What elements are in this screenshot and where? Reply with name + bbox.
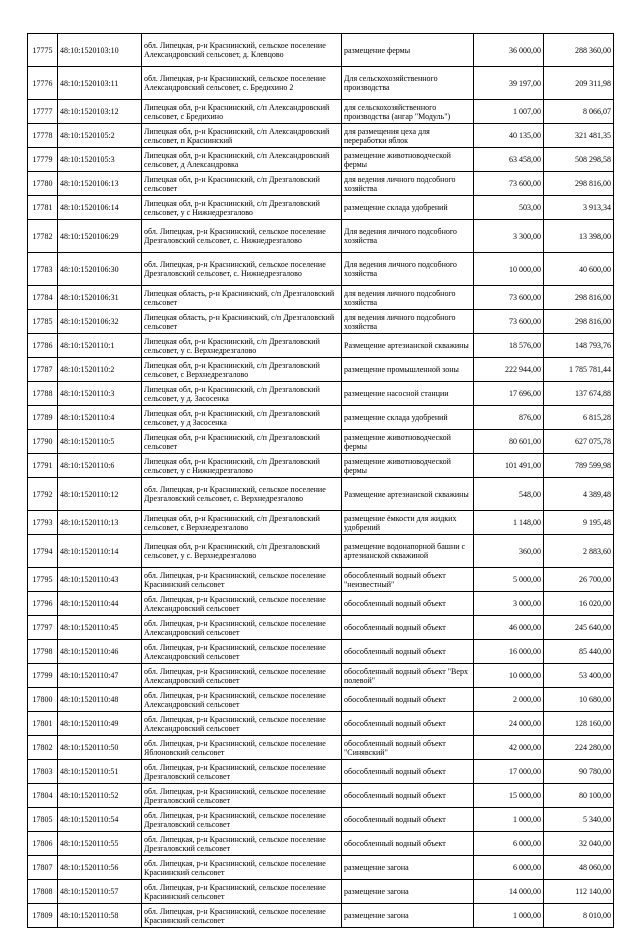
cadastral-number-cell: 48:10:1520110:2 [58,358,142,382]
row-number-cell: 17783 [28,253,58,286]
row-number-cell: 17791 [28,454,58,478]
table-row [28,736,614,760]
address-cell: Липецкая обл, р-н Краснинский, с/п Александровский сельсовет, с Бредихино [142,100,342,124]
area-cell: 63 458,00 [474,148,544,172]
address-cell: обл. Липецкая, р-н Краснинский, сельское поселение Дрезгаловский сельсовет [142,808,342,832]
row-number-cell: 17775 [28,34,58,67]
permitted-use-cell: размещение фермы [342,34,474,67]
permitted-use-cell: обособленный водный объект "Синявский" [342,736,474,760]
cadastral-value-cell: 8 066,07 [544,100,614,124]
row-number-cell: 17788 [28,382,58,406]
address-cell: обл. Липецкая, р-н Краснинский, сельское поселение Краснинский сельсовет [142,568,342,592]
cadastral-value-cell: 80 100,00 [544,784,614,808]
table-row [28,196,614,220]
cadastral-value-cell: 224 280,00 [544,736,614,760]
cadastral-value-cell: 298 816,00 [544,310,614,334]
area-cell: 24 000,00 [474,712,544,736]
cadastral-number-cell: 48:10:1520103:12 [58,100,142,124]
area-cell: 16 000,00 [474,640,544,664]
table-row [28,664,614,688]
cadastral-number-cell: 48:10:1520110:56 [58,856,142,880]
cadastral-value-cell: 85 440,00 [544,640,614,664]
row-number-cell: 17778 [28,124,58,148]
cadastral-number-cell: 48:10:1520106:13 [58,172,142,196]
address-cell: Липецкая обл, р-н Краснинский, с/п Дрезгаловский сельсовет, с Верхнедрезгалово [142,511,342,535]
cadastral-value-cell: 627 075,78 [544,430,614,454]
row-number-cell: 17795 [28,568,58,592]
table-row [28,808,614,832]
permitted-use-cell: Для сельскохозяйственного производства [342,67,474,100]
area-cell: 15 000,00 [474,784,544,808]
address-cell: Липецкая обл, р-н Краснинский, с/п Александровский сельсовет, д Александровка [142,148,342,172]
cadastral-value-cell: 53 400,00 [544,664,614,688]
permitted-use-cell: обособленный водный объект "неизвестный" [342,568,474,592]
address-cell: Липецкая обл, р-н Краснинский, с/п Дрезгаловский сельсовет, у с Нижнедрезгалово [142,196,342,220]
area-cell: 5 000,00 [474,568,544,592]
area-cell: 3 000,00 [474,592,544,616]
table-row [28,286,614,310]
address-cell: Липецкая обл, р-н Краснинский, с/п Дрезгаловский сельсовет, у с. Верхнедрезгалово [142,535,342,568]
row-number-cell: 17784 [28,286,58,310]
permitted-use-cell: размещение промышленной зоны [342,358,474,382]
cadastral-number-cell: 48:10:1520110:6 [58,454,142,478]
permitted-use-cell: Для ведения личного подсобного хозяйства [342,253,474,286]
row-number-cell: 17796 [28,592,58,616]
table-row [28,688,614,712]
area-cell: 548,00 [474,478,544,511]
area-cell: 1 007,00 [474,100,544,124]
row-number-cell: 17808 [28,880,58,904]
cadastral-value-cell: 2 883,60 [544,535,614,568]
cadastral-number-cell: 48:10:1520110:12 [58,478,142,511]
area-cell: 101 491,00 [474,454,544,478]
permitted-use-cell: Размещение артезианской скважины [342,334,474,358]
table-row [28,253,614,286]
cadastral-number-cell: 48:10:1520110:52 [58,784,142,808]
permitted-use-cell: размещение животноводческой фермы [342,148,474,172]
table-row [28,760,614,784]
table-row [28,616,614,640]
table-row [28,406,614,430]
cadastral-value-cell: 298 816,00 [544,172,614,196]
address-cell: обл. Липецкая, р-н Краснинский, сельское поселение Дрезгаловский сельсовет, с. Нижнедрезгалово [142,253,342,286]
permitted-use-cell: размещение склада удобрений [342,406,474,430]
cadastral-value-cell: 32 040,00 [544,832,614,856]
row-number-cell: 17776 [28,67,58,100]
area-cell: 36 000,00 [474,34,544,67]
area-cell: 73 600,00 [474,286,544,310]
table-row [28,148,614,172]
area-cell: 17 000,00 [474,760,544,784]
cadastral-value-cell: 13 398,00 [544,220,614,253]
cadastral-number-cell: 48:10:1520106:30 [58,253,142,286]
address-cell: обл. Липецкая, р-н Краснинский, сельское поселение Дрезгаловский сельсовет, с. Нижнедрезгалово [142,220,342,253]
address-cell: обл. Липецкая, р-н Краснинский, сельское поселение Александровский сельсовет [142,616,342,640]
table-row [28,712,614,736]
row-number-cell: 17802 [28,736,58,760]
cadastral-value-cell: 112 140,00 [544,880,614,904]
row-number-cell: 17801 [28,712,58,736]
address-cell: обл. Липецкая, р-н Краснинский, сельское поселение Александровский сельсовет, с. Бредихино 2 [142,67,342,100]
address-cell: Липецкая область, р-н Краснинский, с/п Дрезгаловский сельсовет [142,310,342,334]
cadastral-number-cell: 48:10:1520110:44 [58,592,142,616]
area-cell: 73 600,00 [474,172,544,196]
area-cell: 503,00 [474,196,544,220]
cadastral-number-cell: 48:10:1520110:55 [58,832,142,856]
permitted-use-cell: для ведения личного подсобного хозяйства [342,172,474,196]
table-body [28,34,614,928]
cadastral-value-cell: 321 481,35 [544,124,614,148]
area-cell: 14 000,00 [474,880,544,904]
table-row [28,334,614,358]
land-registry-sheet [27,33,614,928]
cadastral-number-cell: 48:10:1520110:47 [58,664,142,688]
row-number-cell: 17785 [28,310,58,334]
area-cell: 1 148,00 [474,511,544,535]
cadastral-value-cell: 789 599,98 [544,454,614,478]
cadastral-value-cell: 1 785 781,44 [544,358,614,382]
area-cell: 18 576,00 [474,334,544,358]
permitted-use-cell: для ведения личного подсобного хозяйства [342,286,474,310]
cadastral-number-cell: 48:10:1520110:4 [58,406,142,430]
row-number-cell: 17804 [28,784,58,808]
cadastral-number-cell: 48:10:1520110:46 [58,640,142,664]
cadastral-value-cell: 128 160,00 [544,712,614,736]
cadastral-value-cell: 5 340,00 [544,808,614,832]
row-number-cell: 17799 [28,664,58,688]
permitted-use-cell: для размещения цеха для переработки яблок [342,124,474,148]
row-number-cell: 17805 [28,808,58,832]
area-cell: 6 000,00 [474,832,544,856]
address-cell: обл. Липецкая, р-н Краснинский, сельское поселение Дрезгаловский сельсовет [142,760,342,784]
address-cell: Липецкая обл, р-н Краснинский, с/п Дрезгаловский сельсовет, у д. Засосенка [142,382,342,406]
address-cell: Липецкая обл, р-н Краснинский, с/п Дрезгаловский сельсовет [142,172,342,196]
table-row [28,535,614,568]
cadastral-value-cell: 10 680,00 [544,688,614,712]
address-cell: обл. Липецкая, р-н Краснинский, сельское поселение Александровский сельсовет [142,688,342,712]
cadastral-value-cell: 245 640,00 [544,616,614,640]
table-row [28,220,614,253]
cadastral-value-cell: 137 674,88 [544,382,614,406]
permitted-use-cell: размещение загона [342,904,474,928]
table-row [28,310,614,334]
row-number-cell: 17789 [28,406,58,430]
permitted-use-cell: Размещение артезианской скважины [342,478,474,511]
cadastral-value-cell: 209 311,98 [544,67,614,100]
cadastral-value-cell: 9 195,48 [544,511,614,535]
area-cell: 6 000,00 [474,856,544,880]
row-number-cell: 17780 [28,172,58,196]
cadastral-number-cell: 48:10:1520110:45 [58,616,142,640]
cadastral-number-cell: 48:10:1520110:50 [58,736,142,760]
cadastral-number-cell: 48:10:1520110:49 [58,712,142,736]
table-row [28,382,614,406]
row-number-cell: 17798 [28,640,58,664]
cadastral-number-cell: 48:10:1520110:5 [58,430,142,454]
cadastral-number-cell: 48:10:1520110:1 [58,334,142,358]
area-cell: 40 135,00 [474,124,544,148]
address-cell: обл. Липецкая, р-н Краснинский, сельское поселение Яблоновский сельсовет [142,736,342,760]
address-cell: обл. Липецкая, р-н Краснинский, сельское поселение Краснинский сельсовет [142,880,342,904]
table-row [28,856,614,880]
area-cell: 876,00 [474,406,544,430]
row-number-cell: 17786 [28,334,58,358]
table-row [28,478,614,511]
permitted-use-cell: обособленный водный объект [342,808,474,832]
table-row [28,100,614,124]
cadastral-value-cell: 90 780,00 [544,760,614,784]
row-number-cell: 17781 [28,196,58,220]
row-number-cell: 17790 [28,430,58,454]
cadastral-number-cell: 48:10:1520106:14 [58,196,142,220]
table-row [28,124,614,148]
cadastral-number-cell: 48:10:1520110:48 [58,688,142,712]
table-row [28,568,614,592]
permitted-use-cell: обособленный водный объект [342,592,474,616]
area-cell: 1 000,00 [474,808,544,832]
permitted-use-cell: обособленный водный объект [342,712,474,736]
area-cell: 10 000,00 [474,664,544,688]
address-cell: обл. Липецкая, р-н Краснинский, сельское поселение Александровский сельсовет [142,712,342,736]
cadastral-value-cell: 48 060,00 [544,856,614,880]
cadastral-value-cell: 8 010,00 [544,904,614,928]
cadastral-number-cell: 48:10:1520110:51 [58,760,142,784]
permitted-use-cell: размещение водонапорной башни с артезианской скважиной [342,535,474,568]
cadastral-number-cell: 48:10:1520110:57 [58,880,142,904]
area-cell: 46 000,00 [474,616,544,640]
permitted-use-cell: обособленный водный объект [342,784,474,808]
row-number-cell: 17787 [28,358,58,382]
cadastral-value-cell: 3 913,34 [544,196,614,220]
row-number-cell: 17779 [28,148,58,172]
row-number-cell: 17807 [28,856,58,880]
permitted-use-cell: размещение ёмкости для жидких удобрений [342,511,474,535]
cadastral-number-cell: 48:10:1520103:10 [58,34,142,67]
permitted-use-cell: обособленный водный объект [342,688,474,712]
address-cell: обл. Липецкая, р-н Краснинский, сельское поселение Дрезгаловский сельсовет [142,784,342,808]
row-number-cell: 17777 [28,100,58,124]
address-cell: обл. Липецкая, р-н Краснинский, сельское поселение Краснинский сельсовет [142,904,342,928]
row-number-cell: 17782 [28,220,58,253]
permitted-use-cell: размещение насосной станции [342,382,474,406]
table-row [28,640,614,664]
table-row [28,358,614,382]
address-cell: Липецкая область, р-н Краснинский, с/п Дрезгаловский сельсовет [142,286,342,310]
cadastral-number-cell: 48:10:1520106:29 [58,220,142,253]
cadastral-value-cell: 16 020,00 [544,592,614,616]
address-cell: обл. Липецкая, р-н Краснинский, сельское поселение Александровский сельсовет [142,640,342,664]
cadastral-number-cell: 48:10:1520110:54 [58,808,142,832]
permitted-use-cell: размещение животноводческой фермы [342,454,474,478]
address-cell: Липецкая обл, р-н Краснинский, с/п Дрезгаловский сельсовет, с Верхнедрезгалово [142,358,342,382]
row-number-cell: 17809 [28,904,58,928]
area-cell: 10 000,00 [474,253,544,286]
table-row [28,784,614,808]
row-number-cell: 17797 [28,616,58,640]
permitted-use-cell: размещение загона [342,880,474,904]
cadastral-number-cell: 48:10:1520103:11 [58,67,142,100]
table-row [28,880,614,904]
cadastral-number-cell: 48:10:1520110:3 [58,382,142,406]
address-cell: обл. Липецкая, р-н Краснинский, сельское поселение Дрезгаловский сельсовет [142,832,342,856]
permitted-use-cell: Для ведения личного подсобного хозяйства [342,220,474,253]
address-cell: обл. Липецкая, р-н Краснинский, сельское поселение Александровский сельсовет [142,664,342,688]
table-row [28,67,614,100]
address-cell: Липецкая обл, р-н Краснинский, с/п Дрезгаловский сельсовет, у с. Верхнедрезгалово [142,334,342,358]
table-row [28,172,614,196]
cadastral-number-cell: 48:10:1520106:32 [58,310,142,334]
address-cell: Липецкая обл, р-н Краснинский, с/п Дрезгаловский сельсовет, у с Нижнедрезгалово [142,454,342,478]
permitted-use-cell: размещение склада удобрений [342,196,474,220]
address-cell: Липецкая обл, р-н Краснинский, с/п Дрезгаловский сельсовет [142,430,342,454]
cadastral-number-cell: 48:10:1520105:3 [58,148,142,172]
cadastral-value-cell: 148 793,76 [544,334,614,358]
land-registry-table [27,33,614,928]
table-row [28,592,614,616]
area-cell: 73 600,00 [474,310,544,334]
address-cell: обл. Липецкая, р-н Краснинский, сельское поселение Александровский сельсовет [142,592,342,616]
address-cell: Липецкая обл, р-н Краснинский, с/п Дрезгаловский сельсовет, у д Засосенка [142,406,342,430]
permitted-use-cell: обособленный водный объект "Верх полевой" [342,664,474,688]
row-number-cell: 17794 [28,535,58,568]
table-row [28,430,614,454]
address-cell: Липецкая обл, р-н Краснинский, с/п Александровский сельсовет, п Краснинский [142,124,342,148]
permitted-use-cell: размещение загона [342,856,474,880]
cadastral-number-cell: 48:10:1520110:13 [58,511,142,535]
table-row [28,34,614,67]
row-number-cell: 17803 [28,760,58,784]
area-cell: 17 696,00 [474,382,544,406]
permitted-use-cell: размещение животноводческой фермы [342,430,474,454]
permitted-use-cell: обособленный водный объект [342,640,474,664]
cadastral-value-cell: 26 700,00 [544,568,614,592]
area-cell: 360,00 [474,535,544,568]
area-cell: 1 000,00 [474,904,544,928]
cadastral-number-cell: 48:10:1520106:31 [58,286,142,310]
table-row [28,511,614,535]
cadastral-number-cell: 48:10:1520105:2 [58,124,142,148]
row-number-cell: 17792 [28,478,58,511]
cadastral-number-cell: 48:10:1520110:14 [58,535,142,568]
permitted-use-cell: для сельскохозяйственного производства (ангар "Модуль") [342,100,474,124]
permitted-use-cell: для ведения личного подсобного хозяйства [342,310,474,334]
table-row [28,832,614,856]
address-cell: обл. Липецкая, р-н Краснинский, сельское поселение Александровский сельсовет, д. Клевцово [142,34,342,67]
area-cell: 42 000,00 [474,736,544,760]
table-row [28,454,614,478]
permitted-use-cell: обособленный водный объект [342,616,474,640]
area-cell: 2 000,00 [474,688,544,712]
cadastral-value-cell: 288 360,00 [544,34,614,67]
address-cell: обл. Липецкая, р-н Краснинский, сельское поселение Дрезгаловский сельсовет, с. Верхнедрезгалово [142,478,342,511]
cadastral-value-cell: 40 600,00 [544,253,614,286]
cadastral-value-cell: 508 298,58 [544,148,614,172]
table-row [28,904,614,928]
area-cell: 80 601,00 [474,430,544,454]
row-number-cell: 17800 [28,688,58,712]
area-cell: 3 300,00 [474,220,544,253]
cadastral-value-cell: 298 816,00 [544,286,614,310]
area-cell: 39 197,00 [474,67,544,100]
address-cell: обл. Липецкая, р-н Краснинский, сельское поселение Краснинский сельсовет [142,856,342,880]
cadastral-number-cell: 48:10:1520110:58 [58,904,142,928]
row-number-cell: 17806 [28,832,58,856]
area-cell: 222 944,00 [474,358,544,382]
row-number-cell: 17793 [28,511,58,535]
permitted-use-cell: обособленный водный объект [342,832,474,856]
permitted-use-cell: обособленный водный объект [342,760,474,784]
cadastral-value-cell: 6 815,28 [544,406,614,430]
cadastral-number-cell: 48:10:1520110:43 [58,568,142,592]
cadastral-value-cell: 4 389,48 [544,478,614,511]
